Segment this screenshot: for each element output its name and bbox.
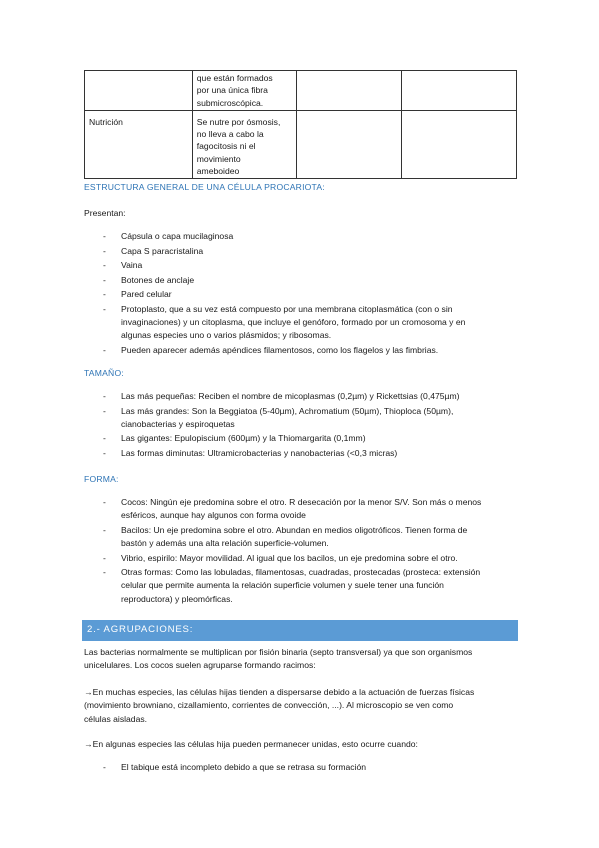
list-item: - Vaina bbox=[100, 259, 510, 272]
list-item: - Las más pequeñas: Reciben el nombre de micoplasmas (0,2µm) y Rickettsias (0,475µm) bbox=[100, 390, 510, 403]
section-heading: ESTRUCTURA GENERAL DE UNA CÉLULA PROCARIOTA: bbox=[84, 182, 325, 192]
intro-text: Presentan: bbox=[84, 208, 126, 218]
list-item: - Botones de anclaje bbox=[100, 274, 510, 287]
comparison-table bbox=[84, 70, 517, 179]
list-item: - Bacilos: Un eje predomina sobre el otro. Abundan en medios oligotróficos. Tienen forma de bastón y además una alta relación superficie-volumen. bbox=[100, 524, 510, 550]
section-heading: FORMA: bbox=[84, 474, 119, 484]
paragraph: →En muchas especies, las células hijas tienden a dispersarse debido a la actuación de fuerzas físicas (movimiento browniano, cizallamiento, corrientes de convección, ...). Al microscopio se ven como células aisladas. bbox=[84, 687, 475, 724]
groupings-list bbox=[100, 761, 510, 776]
list-item: - Vibrio, espirilo: Mayor movilidad. Al igual que los bacilos, un eje predomina sobre el otro. bbox=[100, 552, 510, 565]
table-row bbox=[85, 71, 517, 111]
list-item: - Otras formas: Como las lobuladas, filamentosas, cuadradas, prostecadas (prosteca: extensión celular que permite aumenta la relación superficie volumen y suele tener una función reproductora) y pleomórficas. bbox=[100, 566, 510, 606]
section-heading: TAMAÑO: bbox=[84, 368, 124, 378]
section-band bbox=[82, 620, 518, 641]
table-cell bbox=[85, 71, 193, 111]
table-cell: Se nutre por ósmosis, no lleva a cabo la fagocitosis ni el movimiento ameboideo bbox=[192, 110, 296, 178]
list-item: - Pared celular bbox=[100, 288, 510, 301]
list-item: - Pueden aparecer además apéndices filamentosos, como los flagelos y las fimbrias. bbox=[100, 344, 510, 357]
table-cell bbox=[296, 110, 402, 178]
list-item: - Protoplasto, que a su vez está compuesto por una membrana citoplasmática (con o sin invaginaciones) y un citoplasma, que incluye el genóforo, formado por un cromosoma y en algunas especies uno o varios plásmidos; y ribosomas. bbox=[100, 303, 510, 343]
list-item: - Capa S paracristalina bbox=[100, 245, 510, 258]
list-item: - El tabique está incompleto debido a que se retrasa su formación bbox=[100, 761, 510, 774]
list-item: - Las más grandes: Son la Beggiatoa (5-40µm), Achromatium (50µm), Thioploca (50µm), cianobacterias y espiroquetas bbox=[100, 405, 510, 431]
table-row bbox=[85, 110, 517, 178]
size-list bbox=[100, 390, 510, 462]
section-band-title: 2.- AGRUPACIONES: bbox=[87, 624, 194, 635]
table-cell bbox=[296, 71, 402, 111]
paragraph: Las bacterias normalmente se multiplican por fisión binaria (septo transversal) ya que son organismos unicelulares. Los cocos suelen agruparse formando racimos: bbox=[84, 647, 473, 671]
structure-list bbox=[100, 230, 510, 359]
paragraph: →En algunas especies las células hija pueden permanecer unidas, esto ocurre cuando: bbox=[84, 739, 418, 749]
list-item: - Las formas diminutas: Ultramicrobacterias y nanobacterias (<0,3 micras) bbox=[100, 447, 510, 460]
table-cell bbox=[402, 110, 517, 178]
list-item: - Cápsula o capa mucilaginosa bbox=[100, 230, 510, 243]
table-cell bbox=[402, 71, 517, 111]
list-item: - Las gigantes: Epulopiscium (600µm) y la Thiomargarita (0,1mm) bbox=[100, 432, 510, 445]
shape-list bbox=[100, 496, 510, 607]
list-item: - Cocos: Ningún eje predomina sobre el otro. R desecación por la menor S/V. Son más o menos esféricos, aunque hay algunos con forma ovoide bbox=[100, 496, 510, 522]
table-cell: Nutrición bbox=[85, 110, 193, 178]
table-cell: que están formados por una única fibra submicroscópica. bbox=[192, 71, 296, 111]
